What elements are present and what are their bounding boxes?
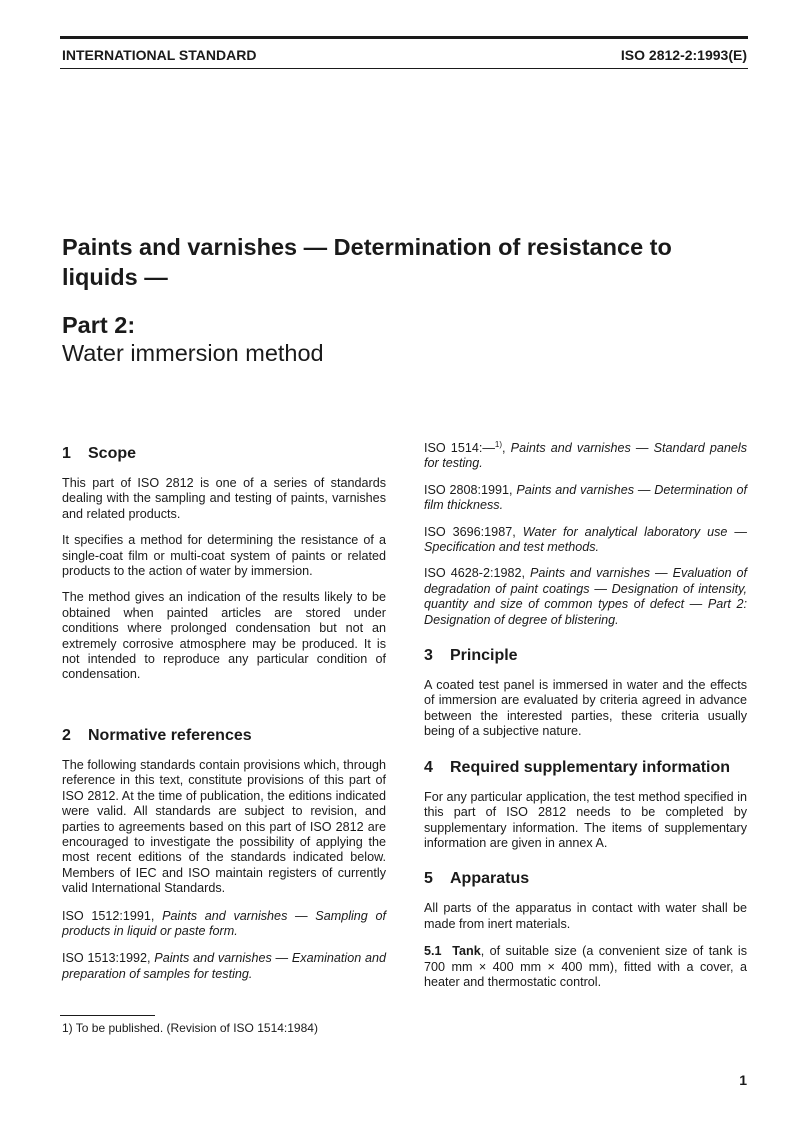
part-label: Part 2: bbox=[62, 312, 136, 338]
section-number: 2 bbox=[62, 726, 71, 744]
footnote-rule bbox=[60, 1015, 155, 1016]
reference-title: Water for analytical laboratory use — Specification and test methods. bbox=[424, 524, 747, 555]
section-1-heading bbox=[62, 444, 386, 464]
reference-iso-2808 bbox=[424, 483, 747, 514]
part-subtitle: Water immersion method bbox=[62, 340, 324, 366]
reference-title: Paints and varnishes — Examination and preparation of samples for testing. bbox=[62, 951, 386, 981]
section-number: 1 bbox=[62, 445, 71, 462]
reference-code: ISO 1514:— bbox=[424, 441, 495, 455]
apparatus-paragraph: All parts of the apparatus in contact with water shall be made from inert materials. bbox=[424, 901, 747, 931]
section-title: Normative references bbox=[88, 726, 252, 744]
document-title bbox=[62, 232, 742, 292]
section-3-heading bbox=[424, 646, 747, 666]
reference-separator: , bbox=[502, 441, 506, 455]
reference-title: Paints and varnishes — Evaluation of degradation of paint coatings — Designation of intensity, quantity and size of common types of defect — Part 2: Designation of degree of blistering. bbox=[424, 566, 748, 627]
reference-iso-1512 bbox=[62, 909, 386, 940]
reference-title: Paints and varnishes — Sampling of products in liquid or paste form. bbox=[62, 908, 386, 938]
footnote: 1) To be published. (Revision of ISO 1514:1984) bbox=[62, 1021, 318, 1035]
page-number: 1 bbox=[739, 1072, 747, 1088]
reference-iso-1514 bbox=[424, 441, 747, 472]
section-2-heading bbox=[62, 726, 386, 746]
normative-paragraph: The following standards contain provisions which, through reference in this text, constitute provisions of this part of ISO 2812. At the time of publication, the editions indicated were valid. All standards are subject to revision, and parties to agreements based on this part of ISO 2812 are encouraged to investigate the possibility of applying the most recent editions of the standards indicated below. Members of IEC and ISO maintain registers of currently valid International Standards. bbox=[62, 757, 386, 896]
document-type-label: INTERNATIONAL STANDARD bbox=[62, 47, 257, 63]
scope-paragraph-3: The method gives an indication of the results likely to be obtained when painted articles are stored under conditions where prolonged condensation but not an extremely corrosive atmosphere may be produced. It is not intended to reproduce any particular condition of condensation. bbox=[62, 590, 386, 682]
section-title: Scope bbox=[88, 445, 137, 462]
section-4-heading bbox=[424, 758, 747, 778]
section-5-heading bbox=[424, 869, 747, 889]
reference-title: Paints and varnishes — Determination of film thickness. bbox=[424, 482, 747, 513]
reference-iso-3696 bbox=[424, 525, 747, 556]
section-title: Principle bbox=[450, 647, 518, 665]
subclause-text: , of suitable size (a convenient size of tank is 700 mm × 400 mm × 400 mm), fitted with a cover, a heater and thermostatic control. bbox=[424, 944, 747, 989]
standard-number: ISO 2812-2:1993(E) bbox=[620, 47, 747, 63]
scope-paragraph-1: This part of ISO 2812 is one of a series of standards dealing with the sampling and testing of paints, varnishes and related products. bbox=[62, 476, 386, 521]
reference-code: ISO 1513:1992, bbox=[62, 951, 151, 966]
reference-code: ISO 1512:1991, bbox=[62, 908, 155, 923]
reference-code: ISO 4628-2:1982, bbox=[424, 566, 525, 581]
subclause-5-1 bbox=[424, 944, 747, 990]
reference-iso-4628-2 bbox=[424, 566, 747, 628]
scope-paragraph-2: It specifies a method for determining the resistance of a single-coat film or multi-coat system of paints or related products to the action of water by immersion. bbox=[62, 533, 386, 579]
subclause-term: Tank bbox=[452, 944, 481, 959]
supplementary-paragraph: For any particular application, the test method specified in this part of ISO 2812 needs to be completed by supplementary information. The items of supplementary information are given in annex A. bbox=[424, 789, 747, 850]
left-column bbox=[62, 444, 386, 982]
title-line-1: Paints and varnishes — Determination of resistance to bbox=[62, 234, 672, 260]
reference-iso-1513 bbox=[62, 951, 386, 982]
section-number: 5 bbox=[424, 870, 433, 888]
right-column bbox=[424, 441, 747, 990]
footnote-marker: 1) bbox=[494, 439, 503, 449]
section-title: Apparatus bbox=[450, 870, 530, 888]
section-number: 3 bbox=[424, 647, 433, 665]
section-number: 4 bbox=[424, 758, 433, 776]
reference-code: ISO 3696:1987, bbox=[424, 524, 516, 539]
section-title: Required supplementary information bbox=[450, 758, 731, 776]
title-line-2: liquids — bbox=[62, 264, 168, 290]
reference-title: Paints and varnishes — Standard panels for testing. bbox=[424, 441, 747, 471]
reference-code: ISO 2808:1991, bbox=[424, 482, 513, 497]
subclause-number: 5.1 bbox=[424, 944, 442, 959]
principle-paragraph: A coated test panel is immersed in water and the effects of immersion are evaluated by criteria agreed in advance between the interested parties, these criteria usually being of a subjective nature. bbox=[424, 678, 747, 739]
header-top-rule bbox=[60, 36, 748, 39]
header-bottom-rule bbox=[60, 68, 748, 69]
